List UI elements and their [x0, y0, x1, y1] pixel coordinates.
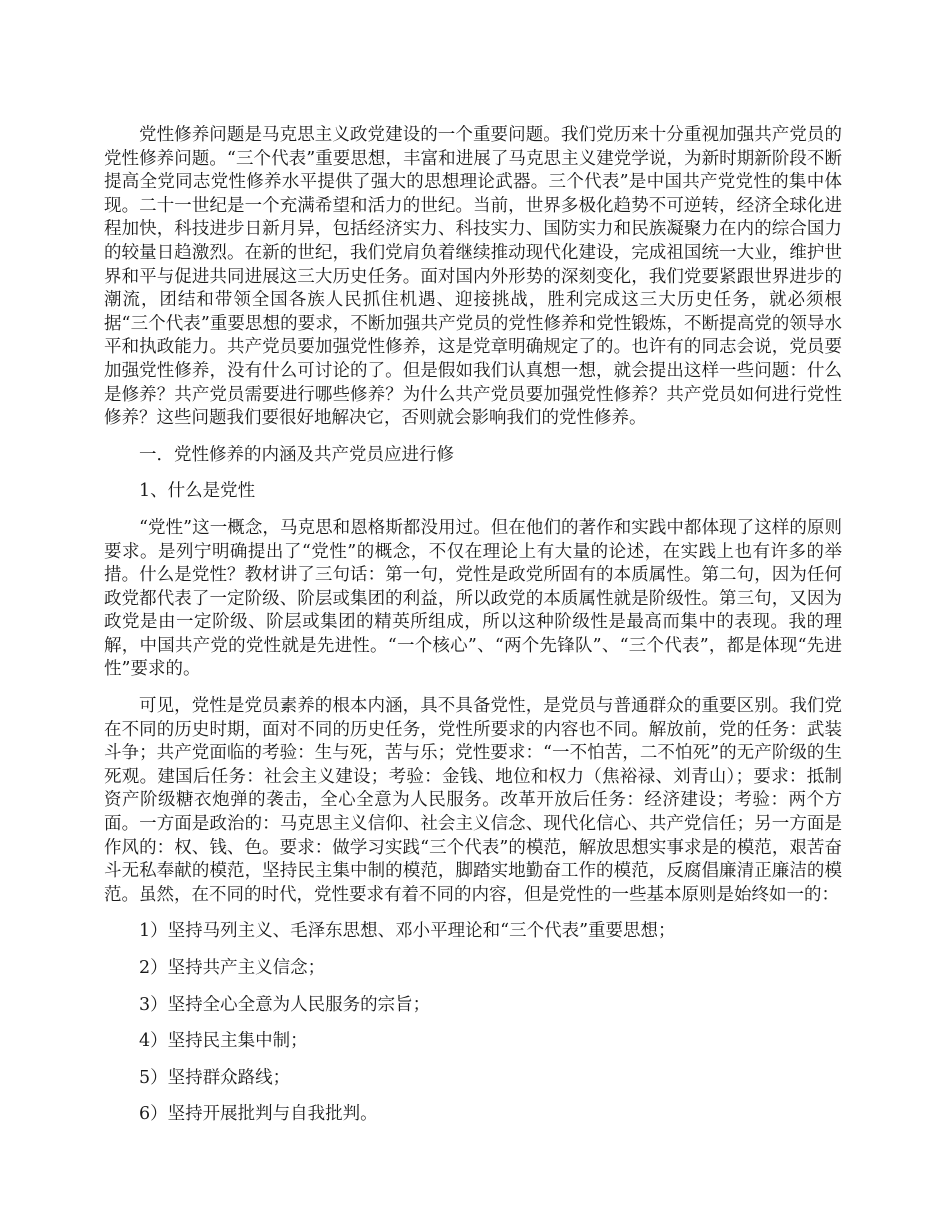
section-heading: 一．党性修养的内涵及共产党员应进行修 [139, 444, 454, 465]
list-item: 4）坚持民主集中制； [139, 1031, 308, 1052]
list-item: 2）坚持共产主义信念； [139, 958, 326, 978]
list-item: 6）坚持开展批判与自我批判。 [139, 1104, 378, 1125]
document-page [104, 124, 842, 1140]
subsection-heading: 1、什么是党性 [139, 481, 256, 502]
list-item: 5）坚持群众路线； [139, 1067, 291, 1088]
party-nature-paragraph: “党性”这一概念，马克思和恩格斯都没用过。但在他们的著作和实践中都体现了这样的原则要求。是列宁明确提出了“党性”的概念，不仅在理论上有大量的论述，在实践上也有许多的举措。什么是党性？教材讲了三句话：第一句，党性是政党所固有的本质属性。第二句，因为任何政党都代表了一定阶级、阶层或集团的利益，所以政党的本质属性就是阶级性。第三句，又因为政党是由一定阶级、阶层或集团的精英所组成，所以这种阶级性是最高而集中的表现。我的理解，中国共产党的党性就是先进性。“一个核心”、“两个先锋队”、“三个代表”，都是体现“先进性”要求的。 [104, 517, 842, 680]
list-item: 3）坚持全心全意为人民服务的宗旨； [139, 994, 431, 1015]
list-item: 1）坚持马列主义、毛泽东思想、邓小平理论和“三个代表”重要思想； [139, 921, 676, 942]
principles-list [104, 920, 842, 1127]
historical-requirements-paragraph: 可见，党性是党员素养的根本内涵，具不具备党性，是党员与普通群众的重要区别。我们党在不同的历史时期，面对不同的历史任务，党性所要求的内容也不同。解放前，党的任务：武装斗争；共产党面临的考验：生与死，苦与乐；党性要求：“一不怕苦，二不怕死”的无产阶级的生死观。建国后任务：社会主义建设；考验：金钱、地位和权力（焦裕禄、刘青山）；要求：抵制资产阶级糖衣炮弹的袭击，全心全意为人民服务。改革开放后任务：经济建设；考验：两个方面。一方面是政治的：马克思主义信仰、社会主义信念、现代化信心、共产党信任；另一方面是作风的：权、钱、色。要求：做学习实践“三个代表”的模范，解放思想实事求是的模范，艰苦奋斗无私奉献的模范，坚持民主集中制的模范，脚踏实地勤奋工作的模范，反腐倡廉清正廉洁的模范。虽然，在不同的时代，党性要求有着不同的内容，但是党性的一些基本原则是始终如一的： [104, 696, 842, 905]
intro-paragraph: 党性修养问题是马克思主义政党建设的一个重要问题。我们党历来十分重视加强共产党员的党性修养问题。“三个代表”重要思想，丰富和进展了马克思主义建党学说，为新时期新阶段不断提高全党同志党性修养水平提供了强大的思想理论武器。三个代表”是中国共产党党性的集中体现。二十一世纪是一个充满希望和活力的世纪。当前，世界多极化趋势不可逆转，经济全球化进程加快，科技进步日新月异，包括经济实力、科技实力、国防实力和民族凝聚力在内的综合国力的较量日趋激烈。在新的世纪，我们党肩负着继续推动现代化建设，完成祖国统一大业，维护世界和平与促进共同进展这三大历史任务。面对国内外形势的深刻变化，我们党要紧跟世界进步的潮流，团结和带领全国各族人民抓住机遇、迎接挑战，胜利完成这三大历史任务，就必须根据“三个代表”重要思想的要求，不断加强共产党员的党性修养和党性锻炼，不断提高党的领导水平和执政能力。共产党员要加强党性修养，这是党章明确规定了的。也许有的同志会说，党员要加强党性修养，没有什么可讨论的了。但是假如我们认真想一想，就会提出这样一些问题：什么是修养？共产党员需要进行哪些修养？为什么共产党员要加强党性修养？共产党员如何进行党性修养？这些问题我们要很好地解决它，否则就会影响我们的党性修养。 [104, 125, 842, 429]
